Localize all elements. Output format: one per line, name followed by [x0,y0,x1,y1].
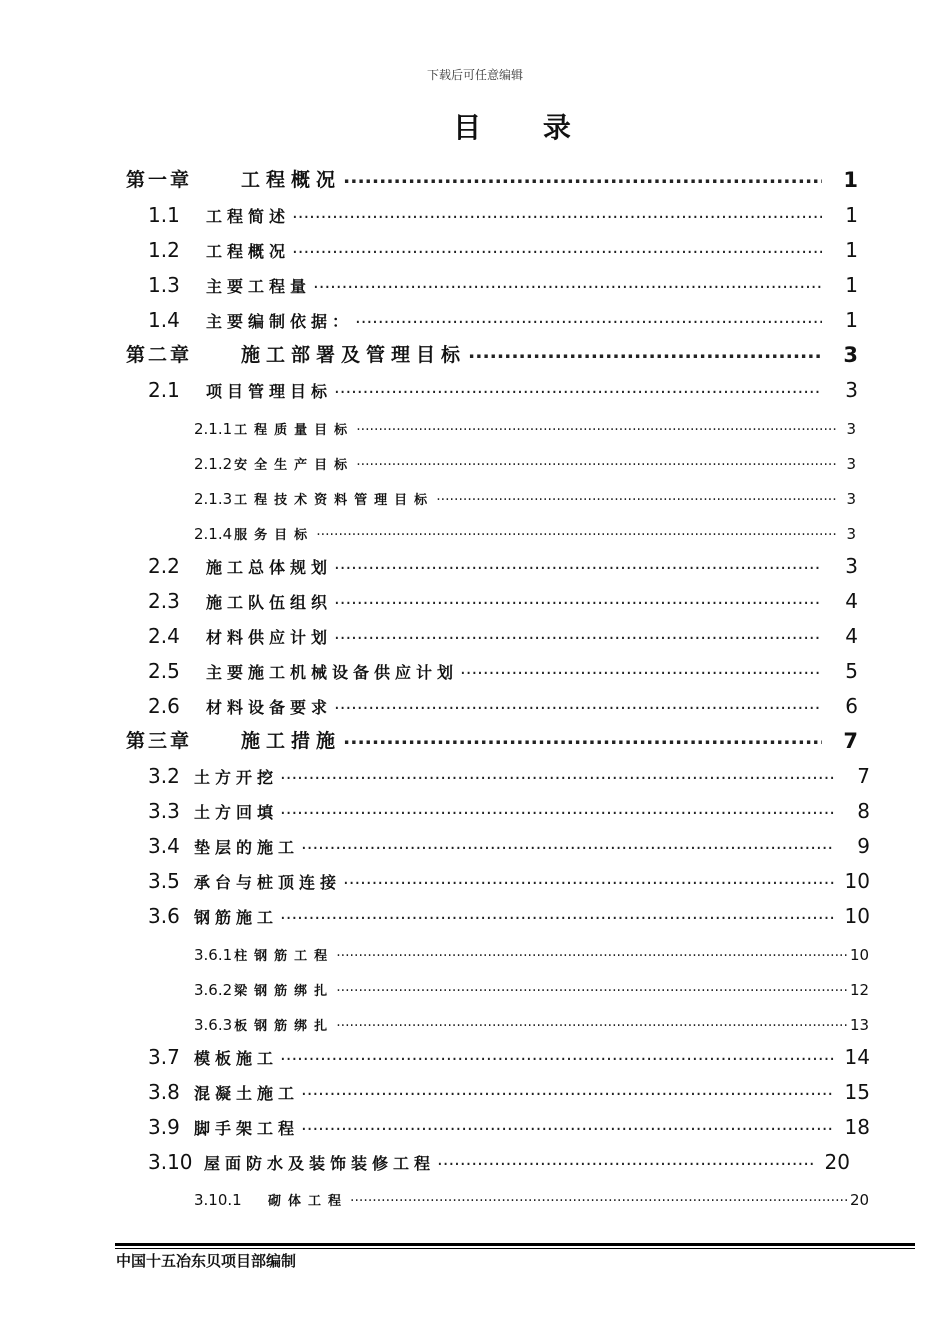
toc-entry[interactable] [148,370,858,402]
toc-entry-title: 施工队伍组织 [206,593,333,612]
toc-entry[interactable] [194,1177,868,1209]
toc-entry[interactable] [194,1002,868,1034]
toc-leader-dots [336,944,848,960]
toc-leader-dots [437,1149,814,1170]
toc-entry-title: 土方回填 [194,803,279,822]
toc-entry-number: 3.10 [148,1150,193,1174]
toc-entry[interactable] [148,195,858,227]
toc-entry-number: 1.2 [148,238,180,262]
toc-leader-dots [334,588,822,609]
toc-entry-title: 梁钢筋绑扎 [234,984,335,999]
toc-entry-page: 9 [857,834,870,858]
toc-entry[interactable] [194,967,868,999]
toc-leader-dots [280,798,834,819]
toc-leader-dots [301,1079,834,1100]
toc-entry-page: 12 [850,981,870,999]
toc-leader-dots [356,418,836,434]
toc-leader-dots [316,523,836,539]
toc-entry-page: 4 [845,589,858,613]
toc-entry-number: 3.10.1 [194,1191,242,1209]
toc-entry-title: 屋面防水及装饰装修工程 [204,1154,436,1173]
toc-leader-dots [280,1044,834,1065]
toc-entry-page: 3 [846,490,856,508]
toc-entry-number: 第一章 [126,169,193,191]
toc-leader-dots [334,553,822,574]
toc-entry[interactable] [148,756,870,788]
toc-entry-title: 主要编制依据： [206,312,354,331]
footer-rule-thin [115,1248,915,1249]
toc-entry-page: 13 [850,1016,870,1034]
toc-entry-number: 2.1 [148,378,180,402]
toc-entry[interactable] [148,265,858,297]
toc-entry-title: 土方开挖 [194,768,279,787]
toc-entry-title: 模板施工 [194,1049,279,1068]
toc-entry-number: 3.4 [148,834,180,858]
toc-leader-dots [301,833,834,854]
toc-entry-page: 10 [844,869,870,893]
toc-entry-title: 板钢筋绑扎 [234,1019,335,1034]
toc-entry-page: 15 [844,1080,870,1104]
toc-leader-dots [343,727,822,749]
toc-entry-number: 3.3 [148,799,180,823]
toc-entry-number: 3.6.3 [194,1016,233,1034]
toc-leader-dots [350,1189,848,1205]
toc-entry-title: 施工措施 [241,730,342,752]
toc-entry[interactable] [148,1037,870,1069]
toc-entry[interactable] [148,651,858,683]
toc-entry[interactable] [194,441,856,473]
toc-leader-dots [356,453,836,469]
toc-leader-dots [336,1014,848,1030]
toc-leader-dots [468,341,822,363]
toc-entry-number: 3.5 [148,869,180,893]
toc-entry-title: 项目管理目标 [206,382,333,401]
toc-entry[interactable] [194,476,856,508]
toc-entry-title: 砌体工程 [268,1194,349,1209]
toc-entry-page: 1 [845,308,858,332]
toc-leader-dots [436,488,836,504]
toc-title: 目 录 [453,111,597,144]
toc-entry-page: 1 [845,273,858,297]
toc-entry[interactable] [148,616,858,648]
toc-entry-page: 3 [846,525,856,543]
toc-entry-number: 3.6.1 [194,946,233,964]
toc-entry-page: 7 [857,764,870,788]
toc-entry-number: 2.6 [148,694,180,718]
toc-entry-title: 施工总体规划 [206,558,333,577]
toc-entry[interactable] [194,511,856,543]
toc-entry-title: 承台与桩顶连接 [194,873,342,892]
toc-entry[interactable] [148,300,858,332]
toc-entry-number: 3.8 [148,1080,180,1104]
toc-entry-title: 材料供应计划 [206,628,333,647]
toc-entry-page: 20 [850,1191,870,1209]
toc-entry-number: 2.3 [148,589,180,613]
toc-leader-dots [460,658,822,679]
toc-entry[interactable] [148,826,870,858]
toc-entry-page: 3 [843,343,858,367]
toc-entry-page: 18 [844,1115,870,1139]
header-note: 下载后可任意编辑 [426,68,523,82]
toc-entry-page: 1 [845,203,858,227]
toc-entry[interactable] [126,335,858,367]
toc-entry-number: 3.2 [148,764,180,788]
toc-entry-page: 5 [845,659,858,683]
toc-entry-title: 混凝土施工 [194,1084,300,1103]
toc-entry-number: 3.6 [148,904,180,928]
toc-entry[interactable] [148,230,858,262]
toc-entry-number: 第二章 [126,344,193,366]
toc-entry-title: 工程概况 [206,242,291,261]
toc-entry-title: 施工部署及管理目标 [241,344,467,366]
toc-entry[interactable] [148,1107,870,1139]
toc-leader-dots [280,903,834,924]
toc-entry-page: 10 [850,946,870,964]
toc-leader-dots [313,272,822,293]
toc-leader-dots [334,377,822,398]
toc-entry-number: 第三章 [126,730,193,752]
toc-leader-dots [336,979,848,995]
toc-leader-dots [280,763,834,784]
toc-entry[interactable] [148,896,870,928]
toc-entry-title: 工程技术资料管理目标 [234,493,435,508]
toc-entry-page: 8 [857,799,870,823]
toc-entry[interactable] [126,160,858,192]
toc-entry-page: 6 [845,694,858,718]
toc-entry[interactable] [194,932,868,964]
toc-entry-title: 柱钢筋工程 [234,949,335,964]
toc-entry-title: 服务目标 [234,528,315,543]
toc-entry-number: 3.6.2 [194,981,233,999]
toc-entry-number: 2.1.2 [194,455,233,473]
toc-entry[interactable] [148,1072,870,1104]
toc-entry-number: 1.4 [148,308,180,332]
toc-entry-title: 安全生产目标 [234,458,355,473]
toc-entry[interactable] [126,721,858,753]
toc-entry-title: 脚手架工程 [194,1119,300,1138]
toc-entry-number: 2.1.1 [194,420,233,438]
toc-leader-dots [343,868,834,889]
toc-entry-title: 钢筋施工 [194,908,279,927]
toc-leader-dots [334,693,822,714]
toc-entry-page: 14 [844,1045,870,1069]
toc-leader-dots [292,237,822,258]
toc-entry-page: 1 [845,238,858,262]
toc-entry-number: 1.3 [148,273,180,297]
footer-rule-thick [115,1243,915,1246]
toc-leader-dots [334,623,822,644]
toc-entry[interactable] [148,686,858,718]
toc-entry-page: 3 [846,455,856,473]
toc-entry[interactable] [194,406,856,438]
toc-entry[interactable] [148,791,870,823]
toc-entry-title: 主要工程量 [206,277,312,296]
toc-entry[interactable] [148,861,870,893]
toc-leader-dots [292,202,822,223]
toc-entry-page: 20 [824,1150,850,1174]
toc-entry-title: 工程概况 [241,169,342,191]
toc-entry-page: 4 [845,624,858,648]
footer-text: 中国十五冶东贝项目部编制 [116,1252,297,1270]
toc-entry-number: 2.2 [148,554,180,578]
toc-entry-title: 主要施工机械设备供应计划 [206,663,459,682]
toc-entry[interactable] [148,581,858,613]
toc-entry-page: 3 [845,378,858,402]
toc-entry-page: 10 [844,904,870,928]
toc-entry-number: 2.1.3 [194,490,233,508]
toc-entry-number: 2.4 [148,624,180,648]
toc-entry-number: 2.1.4 [194,525,233,543]
toc-entry-number: 1.1 [148,203,180,227]
toc-leader-dots [301,1114,834,1135]
toc-entry-number: 2.5 [148,659,180,683]
toc-entry-page: 7 [843,729,858,753]
toc-entry[interactable] [148,1142,850,1174]
toc-entry[interactable] [148,546,858,578]
toc-entry-page: 1 [843,168,858,192]
toc-entry-page: 3 [845,554,858,578]
toc-entry-title: 工程简述 [206,207,291,226]
toc-leader-dots [343,166,822,188]
toc-entry-page: 3 [846,420,856,438]
toc-entry-title: 垫层的施工 [194,838,300,857]
toc-entry-title: 材料设备要求 [206,698,333,717]
toc-entry-number: 3.7 [148,1045,180,1069]
toc-entry-number: 3.9 [148,1115,180,1139]
toc-leader-dots [355,307,822,328]
toc-entry-title: 工程质量目标 [234,423,355,438]
